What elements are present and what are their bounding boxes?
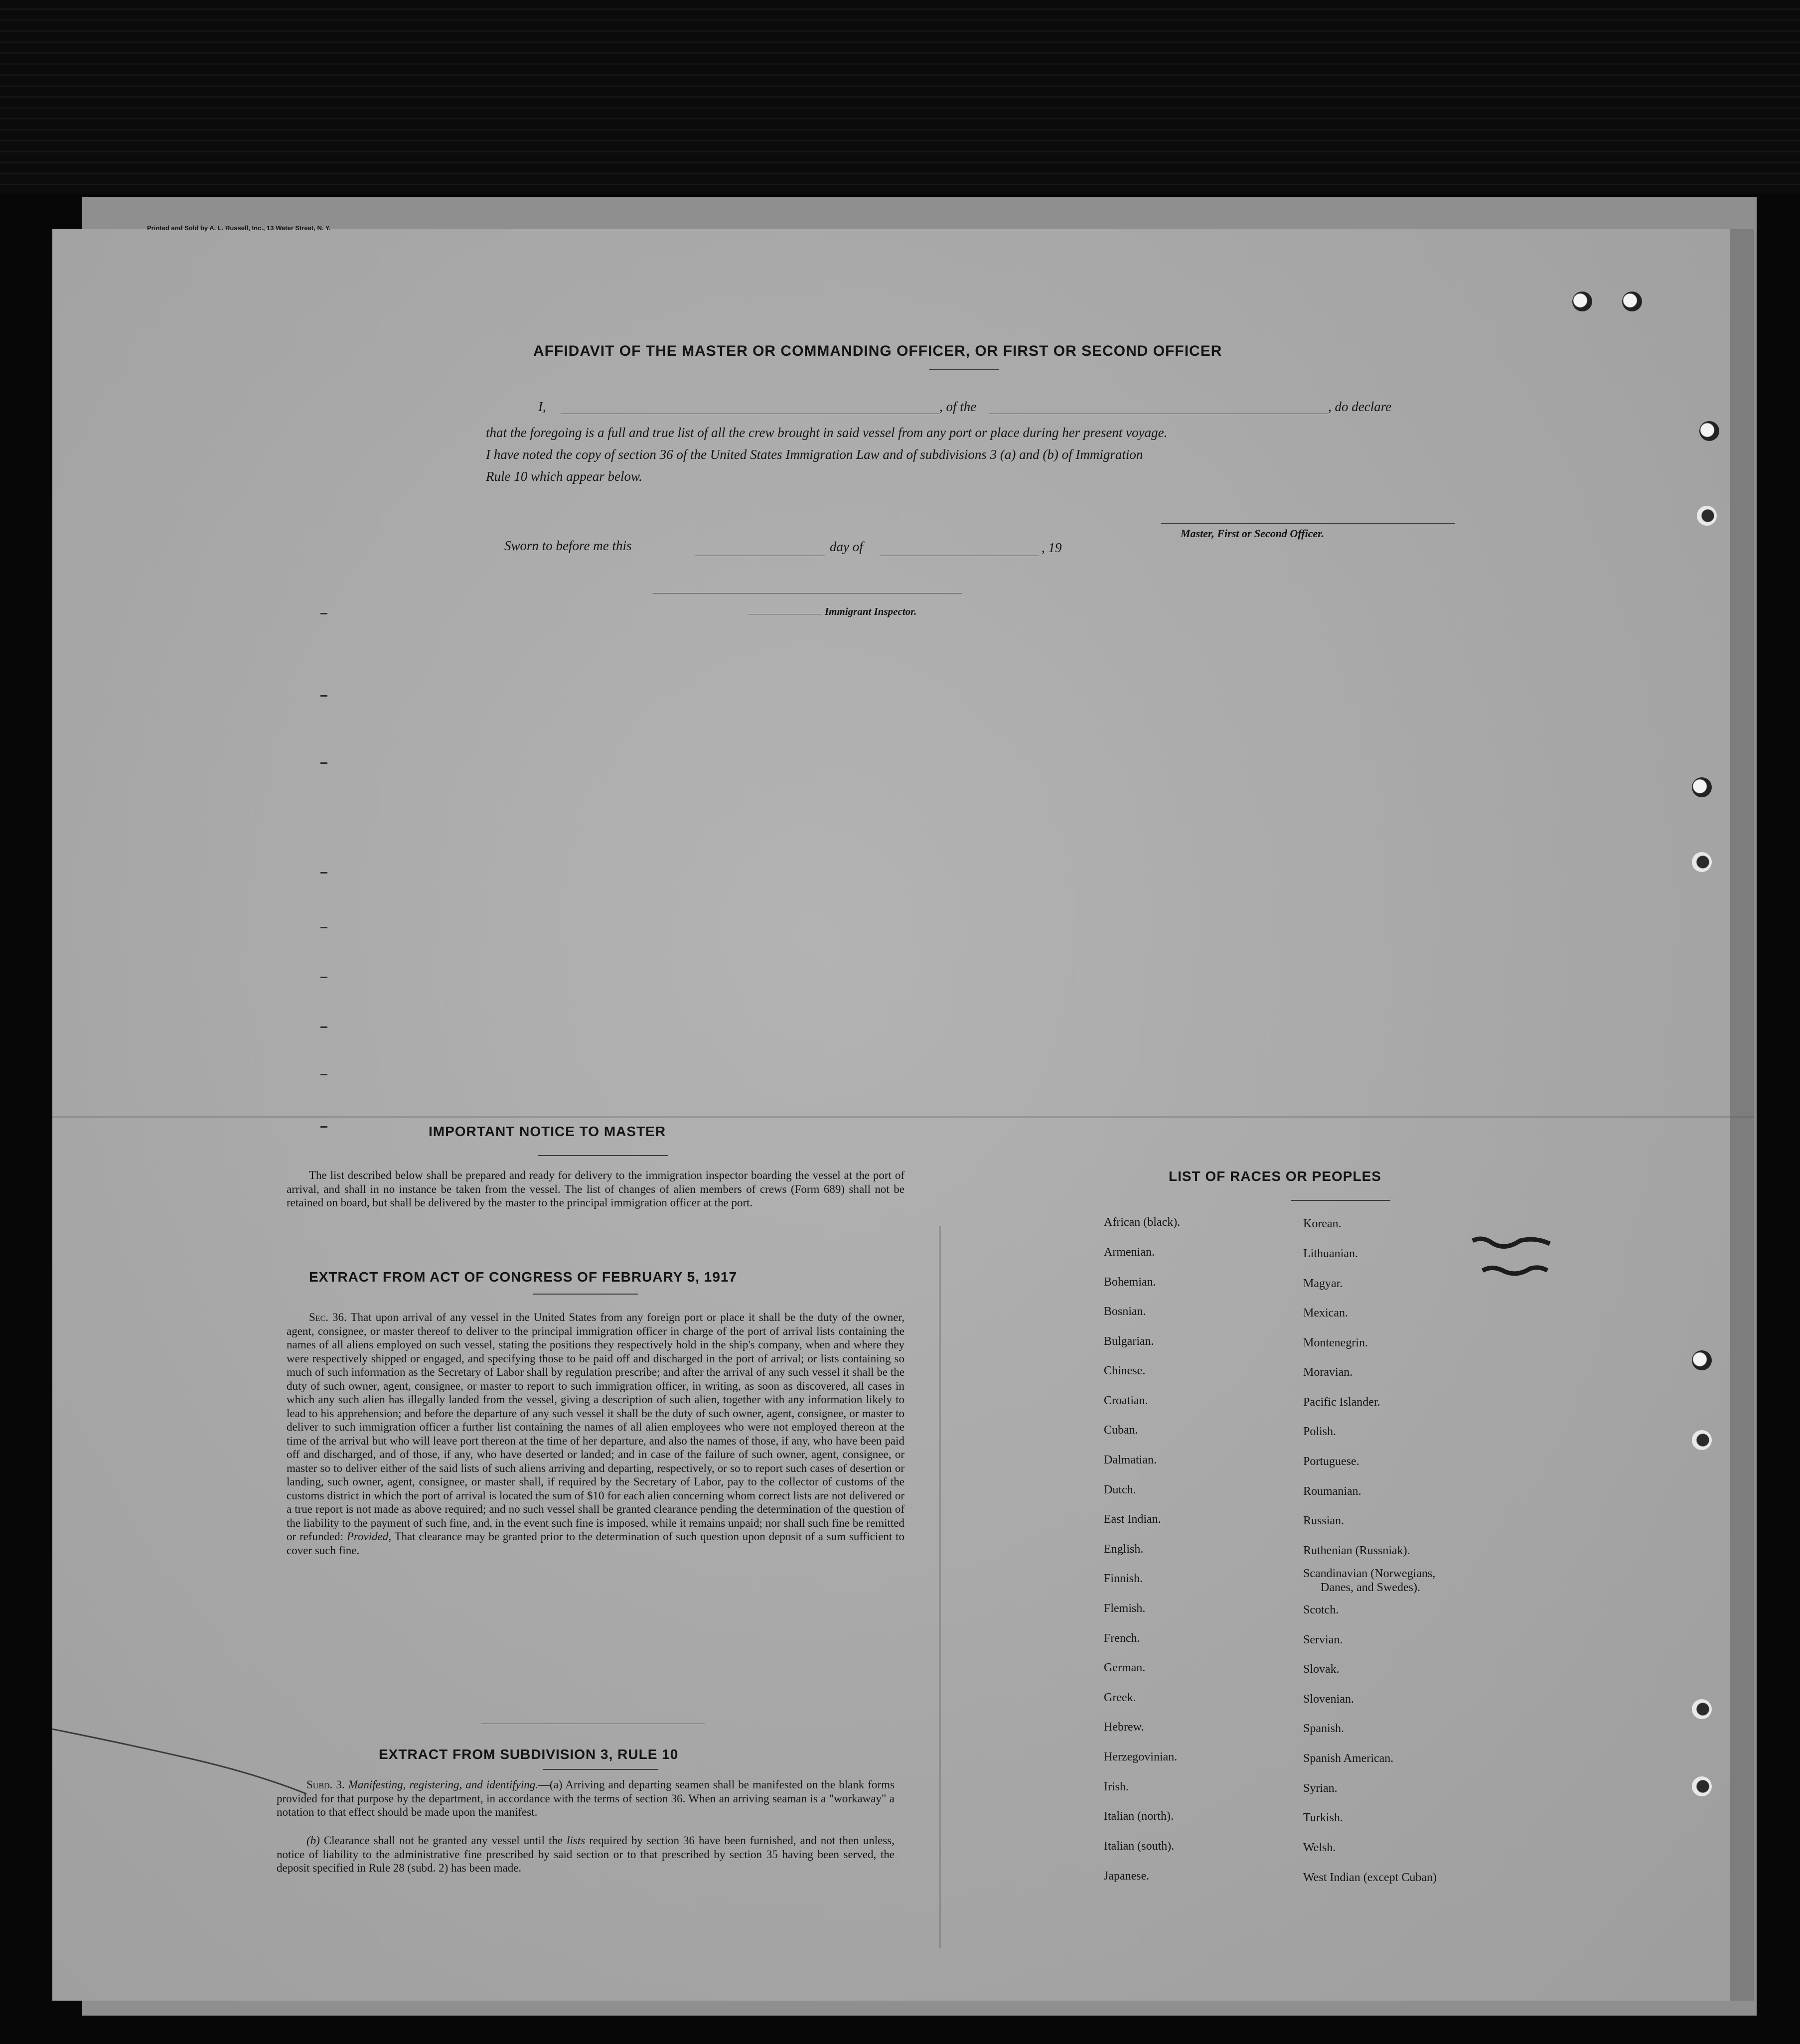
- affidavit-body: [486, 394, 1458, 489]
- signature-caption: Master, First or Second Officer.: [1181, 527, 1325, 540]
- race-right-item: Spanish.: [1303, 1722, 1345, 1735]
- subd-a-label: —(a): [538, 1778, 563, 1791]
- sworn-text: Sworn to before me this: [504, 538, 632, 553]
- act-heading: EXTRACT FROM ACT OF CONGRESS OF FEBRUARY 5, 1917: [309, 1269, 738, 1285]
- race-right-item: Portuguese.: [1303, 1455, 1359, 1468]
- ink-smudge: [1468, 1231, 1567, 1291]
- race-left-item: Chinese.: [1104, 1364, 1146, 1377]
- race-left-item: Croatian.: [1104, 1394, 1148, 1407]
- subd-b-text-1: Clearance shall not be granted any vessel until the: [323, 1834, 563, 1847]
- race-right-item: Scotch.: [1303, 1604, 1339, 1616]
- affidavit-line-3: Rule 10 which appear below.: [486, 469, 642, 484]
- year-text: , 19: [1042, 540, 1062, 555]
- notice-heading: IMPORTANT NOTICE TO MASTER: [429, 1124, 666, 1139]
- affidavit-i: I,: [538, 399, 546, 414]
- notice-underline: [538, 1155, 668, 1156]
- subd-a-text: Arriving and departing seamen shall be manifested on the blank forms provided for that purpose by the department, in accordance with the terms of section 36. When an arriving seaman is a "workaway" a notation to that effect should be made upon the manifest.: [277, 1778, 895, 1818]
- race-left-item: Bohemian.: [1104, 1276, 1156, 1289]
- race-right-item: West Indian (except Cuban): [1303, 1871, 1437, 1884]
- race-left-item: Flemish.: [1104, 1602, 1146, 1615]
- race-right-item: Slovak.: [1303, 1663, 1340, 1676]
- race-left-item: Italian (south).: [1104, 1840, 1175, 1853]
- race-right-item: Syrian.: [1303, 1782, 1338, 1795]
- race-right-continuation: Danes, and Swedes).: [1321, 1581, 1420, 1594]
- subd-title: Manifesting, registering, and identifying.: [348, 1778, 538, 1791]
- affidavit-of-the: , of the: [939, 399, 977, 414]
- binding-hole: [1692, 1430, 1712, 1450]
- page-tear-line: [52, 1724, 311, 1799]
- race-right-item: Servian.: [1303, 1633, 1343, 1646]
- margin-mark: [320, 872, 327, 874]
- margin-mark: [320, 762, 327, 764]
- race-right-item: Moravian.: [1303, 1366, 1353, 1379]
- race-right-item: Pacific Islander.: [1303, 1396, 1380, 1409]
- race-left-item: Irish.: [1104, 1780, 1129, 1793]
- race-left-item: Finnish.: [1104, 1572, 1143, 1585]
- margin-mark: [320, 613, 327, 614]
- race-right-item: Roumanian.: [1303, 1485, 1361, 1498]
- page-edge: [1730, 229, 1754, 2001]
- binding-hole: [1692, 852, 1712, 872]
- race-left-item: Cuban.: [1104, 1424, 1138, 1437]
- race-right-item: Slovenian.: [1303, 1693, 1354, 1706]
- act-underline: [533, 1294, 638, 1295]
- affidavit-do-declare: , do declare: [1328, 399, 1392, 414]
- race-right-item: Magyar.: [1303, 1277, 1343, 1290]
- subd-b-label: (b): [306, 1834, 320, 1847]
- margin-mark: [320, 695, 327, 697]
- race-right-item: Russian.: [1303, 1514, 1345, 1527]
- binding-hole: [1692, 777, 1712, 797]
- race-left-item: Bulgarian.: [1104, 1335, 1154, 1348]
- margin-mark: [320, 1126, 327, 1128]
- printer-imprint: Printed and Sold by A. L. Russell, Inc., 13 Water Street, N. Y.: [147, 224, 331, 232]
- subd-b-text-2: required by section 36 have been furnished, and not then unless, notice of liability to the administrative fine prescribed by said section or to that prescribed by section 35 having been served, the deposit specified in Rule 28 (subd. 2) has been made.: [277, 1834, 895, 1874]
- race-left-item: Italian (north).: [1104, 1810, 1174, 1823]
- binding-hole: [1572, 292, 1592, 311]
- race-right-item: Korean.: [1303, 1217, 1342, 1230]
- race-right-item: Welsh.: [1303, 1841, 1336, 1854]
- race-left-item: Bosnian.: [1104, 1305, 1146, 1318]
- heading-underline: [929, 369, 999, 370]
- race-right-item: Ruthenian (Russniak).: [1303, 1544, 1410, 1557]
- margin-mark: [320, 927, 327, 928]
- affidavit-line-2: I have noted the copy of section 36 of the United States Immigration Law and of subdivisions 3 (a) and (b) of Immigration: [486, 447, 1143, 462]
- race-left-item: Hebrew.: [1104, 1721, 1144, 1734]
- race-left-item: Japanese.: [1104, 1870, 1150, 1883]
- race-right-item: Polish.: [1303, 1425, 1337, 1438]
- subd-b-lists: lists: [567, 1834, 586, 1847]
- affidavit-heading: AFFIDAVIT OF THE MASTER OR COMMANDING OFFICER, OR FIRST OR SECOND OFFICER: [533, 343, 1222, 359]
- page-fold-horizontal: [52, 1116, 1754, 1118]
- races-heading: LIST OF RACES OR PEOPLES: [1169, 1168, 1381, 1184]
- notice-text: The list described below shall be prepared and ready for delivery to the immigration inspector boarding the vessel at the port of arrival, and shall in no instance be taken from the vessel. The list of changes of alien members of crews (Form 689) shall not be retained on board, but shall be delivered by the master to the principal immigration officer at the port.: [287, 1169, 904, 1209]
- race-right-item: Montenegrin.: [1303, 1336, 1368, 1349]
- act-section-36: [287, 1311, 904, 1557]
- page-fold: [939, 1226, 941, 1948]
- race-left-item: Dutch.: [1104, 1483, 1136, 1496]
- race-left-item: Armenian.: [1104, 1246, 1155, 1259]
- race-left-item: Herzegovinian.: [1104, 1751, 1178, 1763]
- race-left-item: French.: [1104, 1632, 1140, 1645]
- rule-underline: [543, 1769, 658, 1770]
- race-left-item: African (black).: [1104, 1216, 1181, 1229]
- race-left-item: Greek.: [1104, 1691, 1136, 1704]
- day-of-text: day of: [830, 539, 863, 554]
- binding-hole: [1697, 506, 1717, 526]
- race-left-item: English.: [1104, 1543, 1144, 1556]
- document-page: [52, 224, 1754, 2001]
- binding-hole: [1692, 1350, 1712, 1370]
- race-right-item: Turkish.: [1303, 1811, 1343, 1824]
- rule-subd-a: [277, 1778, 895, 1819]
- races-underline: [1291, 1200, 1390, 1201]
- rule-heading: EXTRACT FROM SUBDIVISION 3, RULE 10: [379, 1747, 679, 1762]
- binding-hole: [1622, 292, 1642, 311]
- margin-mark: [320, 1074, 327, 1075]
- binding-hole: [1692, 1699, 1712, 1719]
- inspector-caption: Immigrant Inspector.: [825, 605, 917, 617]
- race-left-item: Dalmatian.: [1104, 1454, 1157, 1466]
- rule-subd-b: [277, 1834, 895, 1875]
- margin-mark: [320, 977, 327, 978]
- race-right-item: Scandinavian (Norwegians,: [1303, 1567, 1436, 1580]
- affidavit-line-1: that the foregoing is a full and true list of all the crew brought in said vessel from any port or place during her present voyage.: [486, 425, 1168, 440]
- margin-mark: [320, 1026, 327, 1028]
- race-right-item: Lithuanian.: [1303, 1247, 1358, 1260]
- race-right-item: Spanish American.: [1303, 1752, 1394, 1765]
- act-text: That upon arrival of any vessel in the United States from any foreign port or place it shall be the duty of the owner, agent, consignee, or master thereof to deliver to the principal immigration officer in charge of the port of arrival lists containing the names of all aliens employed on such vessel, stating the positions they respectively hold in the ship's company, when and where they were respectively shipped or engaged, and specifying those to be paid off and discharged in the port of arrival; or lists containing so much of such information as the Secretary of Labor shall by regulation prescribe; and after the arrival of any such vessel it shall be the duty of such owner, agent, consignee, or master to report to such immigration officer, in writing, as soon as discovered, all cases in which any such alien has illegally landed from the vessel, giving a description of such alien, together with any information likely to lead to his apprehension; and before the departure of any such vessel it shall be the duty of such owner, agent, consignee, or master to deliver to such immigration officer a further list containing the names of all alien employees who were not employed thereon at the time of the arrival but who will leave port thereon at the time of her departure, and also the names of those, if any, who have been paid off and discharged, and of those, if any, who have deserted or landed; and in case of the failure of such owner, agent, consignee, or master so to deliver either of the said lists of such aliens arriving and departing, respectively, or so to report such cases of desertion or landing, such owner, agent, consignee, or master shall, if required by the Secretary of Labor, pay to the collector of customs of the customs district in which the port of arrival is located the sum of $10 for each alien concerning whom correct lists are not delivered or a true report is not made as above required; and no such vessel shall be granted clearance pending the determination of the question of the liability to the payment of such fine, and, in the event such fine is imposed, while it remains unpaid; nor shall such fine be remitted or refunded:: [287, 1311, 904, 1543]
- signature-line: [1161, 523, 1455, 524]
- race-right-item: Mexican.: [1303, 1307, 1348, 1319]
- race-left-item: East Indian.: [1104, 1513, 1161, 1526]
- subd-label: Subd. 3.: [306, 1778, 345, 1791]
- section-label: Sec. 36.: [309, 1311, 347, 1323]
- scanner-background: [0, 0, 1800, 194]
- proviso-text: That clearance may be granted prior to the determination of such question upon deposit of a sum sufficient to cover such fine.: [287, 1530, 904, 1557]
- binding-hole: [1692, 1776, 1712, 1796]
- binding-hole: [1699, 421, 1719, 441]
- race-left-item: German.: [1104, 1661, 1146, 1674]
- proviso-label: Provided,: [346, 1530, 392, 1543]
